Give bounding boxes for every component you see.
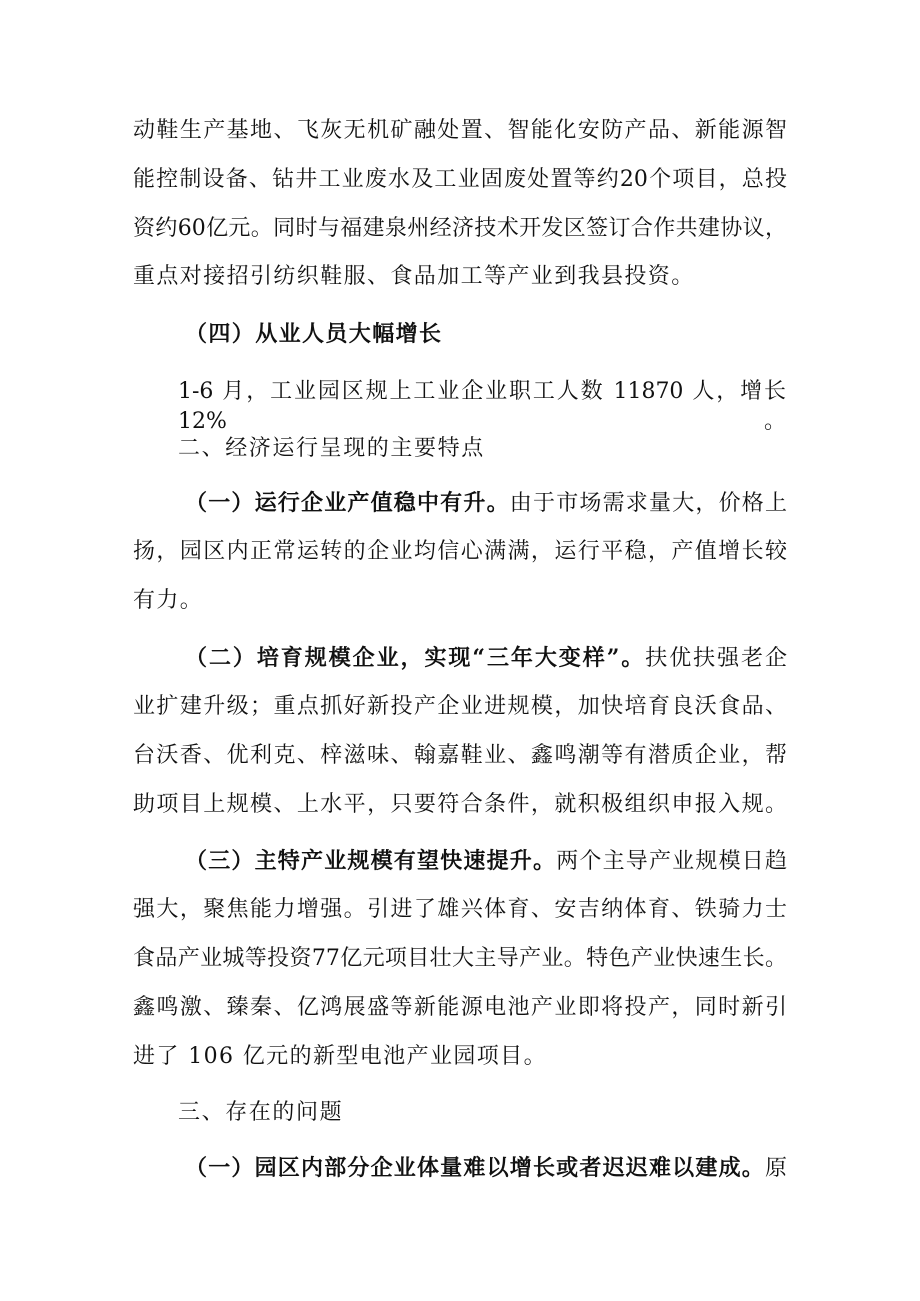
text-line: 强大，聚焦能力增强。引进了雄兴体育、安吉纳体育、铁骑力士 [133,897,787,922]
text-line: 食品产业城等投资77亿元项目壮大主导产业。特色产业快速生长。 [133,946,787,971]
subsection-heading: （四）从业人员大幅增长 [185,321,443,347]
paragraph-text: 两个主导产业规模日趋 [556,849,787,874]
paragraph-lead: （一）园区内部分企业体量难以增长或者迟迟难以建成。 [185,1155,765,1181]
text-line [185,1153,787,1183]
text-line: 1-6 月，工业园区规上工业企业职工人数 11870 人，增长 12%。 [178,379,786,434]
paragraph-text: 由于市场需求量大，价格上 [509,491,787,516]
text-line: 鑫鸣激、臻秦、亿鸿展盛等新能源电池产业即将投产，同时新引 [133,995,787,1020]
text-line: 有力。 [133,588,204,613]
text-line [185,488,787,518]
text-line: 资约60亿元。同时与福建泉州经济技术开发区签订合作共建协议， [133,216,787,241]
text-line: 助项目上规模、上水平，只要符合条件，就积极组织申报入规。 [133,792,787,817]
text-line: 进了 106 亿元的新型电池产业园项目。 [133,1044,547,1069]
text-line: 动鞋生产基地、飞灰无机矿融处置、智能化安防产品、新能源智 [133,118,787,143]
text-line: 扬，园区内正常运转的企业均信心满满，运行平稳，产值增长较 [133,539,787,564]
paragraph-lead: （二）培育规模企业，实现“三年大变样”。 [185,645,646,671]
text-line: 业扩建升级；重点抓好新投产企业进规模，加快培育良沃食品、 [133,694,787,719]
section-title: 三、存在的问题 [178,1100,344,1125]
section-title: 二、经济运行呈现的主要特点 [178,436,485,461]
paragraph-text: 原 [764,1156,787,1181]
paragraph-lead: （三）主特产业规模有望快速提升。 [185,848,557,874]
text-line: 能控制设备、钻井工业废水及工业固废处置等约20个项目，总投 [133,167,787,192]
text-line: 重点对接招引纺织鞋服、食品加工等产业到我县投资。 [133,264,695,289]
paragraph-text: 扶优扶强老企 [645,646,787,671]
paragraph-lead: （一）运行企业产值稳中有升。 [185,490,510,516]
text-line [185,643,787,673]
text-line: 台沃香、优利克、梓滋味、翰嘉鞋业、鑫鸣潮等有潜质企业，帮 [133,743,787,768]
text-line [185,846,787,876]
